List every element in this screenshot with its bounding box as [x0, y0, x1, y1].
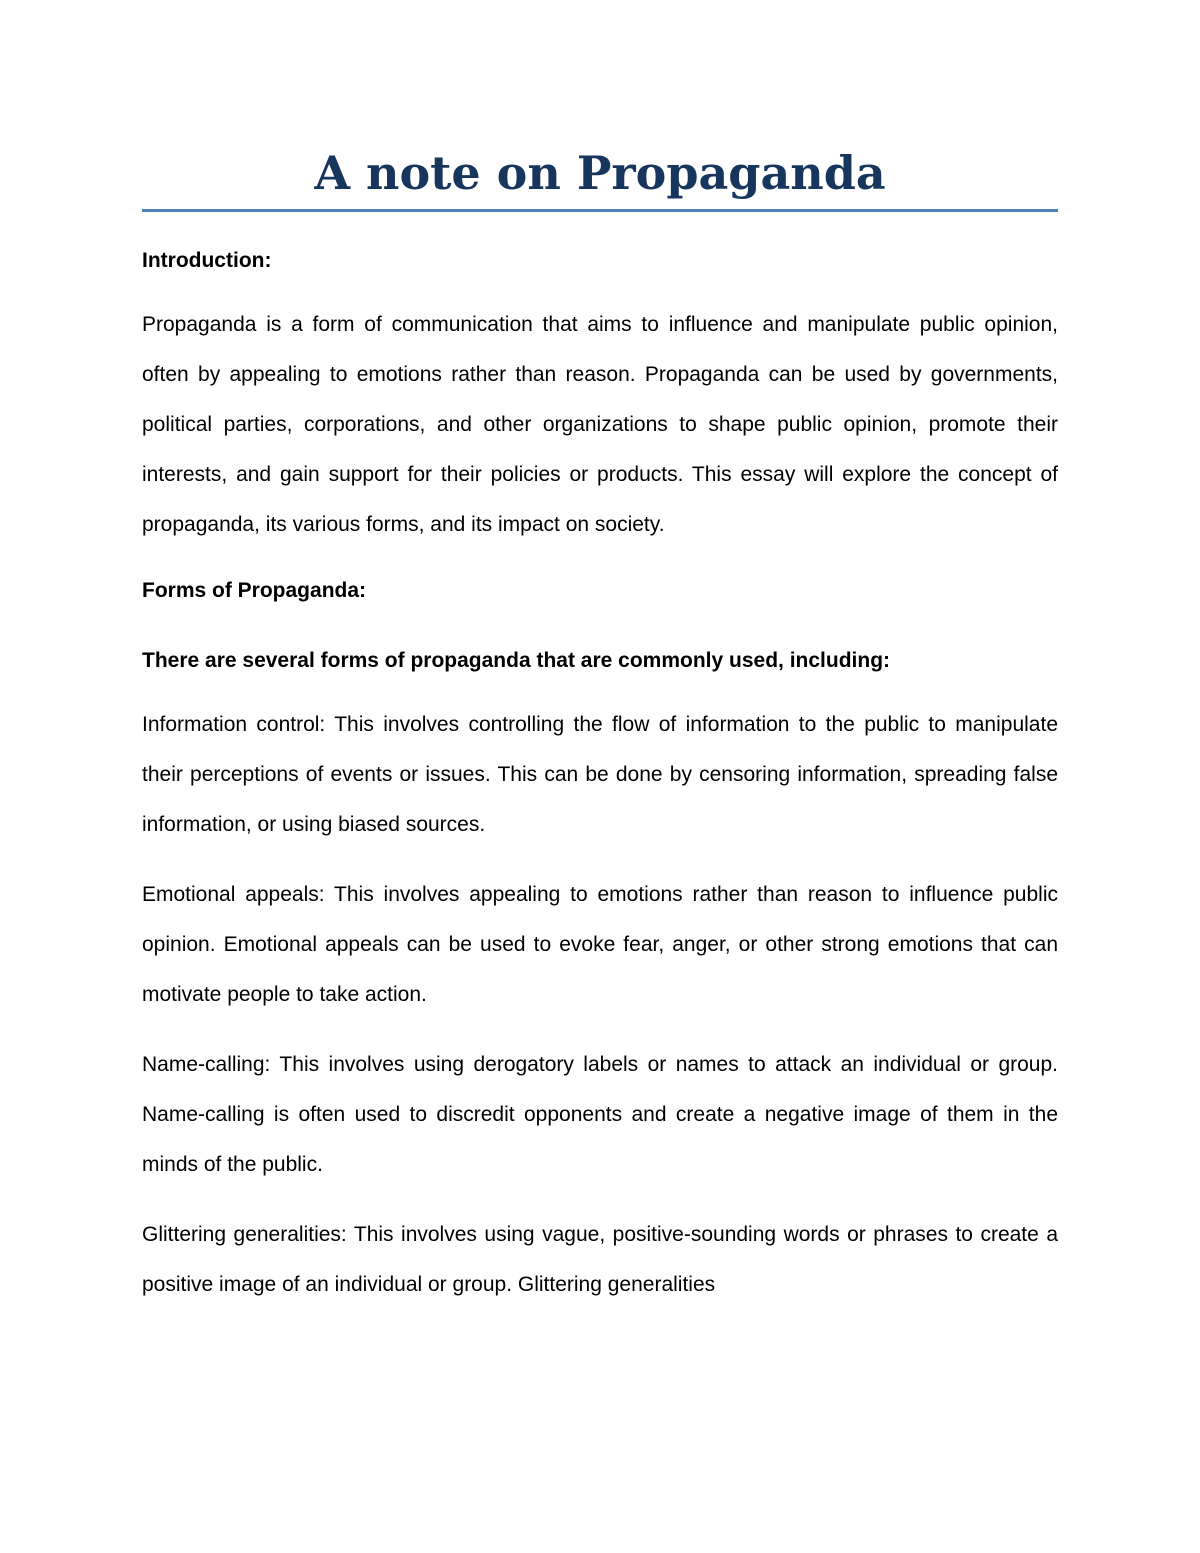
- form-paragraph-information-control: Information control: This involves controlling the flow of information to the public to manipulate their perceptions of events or issues. This can be done by censoring information, spreading false information, or using biased sources.: [142, 713, 1058, 836]
- form-paragraph-glittering-generalities: Glittering generalities: This involves using vague, positive-sounding words or phrases to create a positive image of an individual or group. Glittering generalities: [142, 1223, 1058, 1296]
- form-paragraph-name-calling: Name-calling: This involves using derogatory labels or names to attack an individual or group. Name-calling is often used to discredit opponents and create a negative image of them in the minds of the public.: [142, 1053, 1058, 1176]
- form-paragraph-emotional-appeals: Emotional appeals: This involves appealing to emotions rather than reason to influence public opinion. Emotional appeals can be used to evoke fear, anger, or other strong emotions that can motivate people to take action.: [142, 883, 1058, 1006]
- forms-lead-sentence: There are several forms of propaganda that are commonly used, including:: [142, 649, 891, 672]
- introduction-heading: Introduction:: [142, 249, 272, 272]
- title-underline-rule: [142, 209, 1058, 212]
- introduction-paragraph: Propaganda is a form of communication that aims to influence and manipulate public opinion, often by appealing to emotions rather than reason. Propaganda can be used by governments, political parties, corporations, and other organizations to shape public opinion, promote their interests, and gain support for their policies or products. This essay will explore the concept of propaganda, its various forms, and its impact on society.: [142, 313, 1058, 536]
- document-title: A note on Propaganda: [314, 146, 886, 200]
- forms-heading: Forms of Propaganda:: [142, 579, 367, 602]
- document-page: [142, 140, 1058, 1310]
